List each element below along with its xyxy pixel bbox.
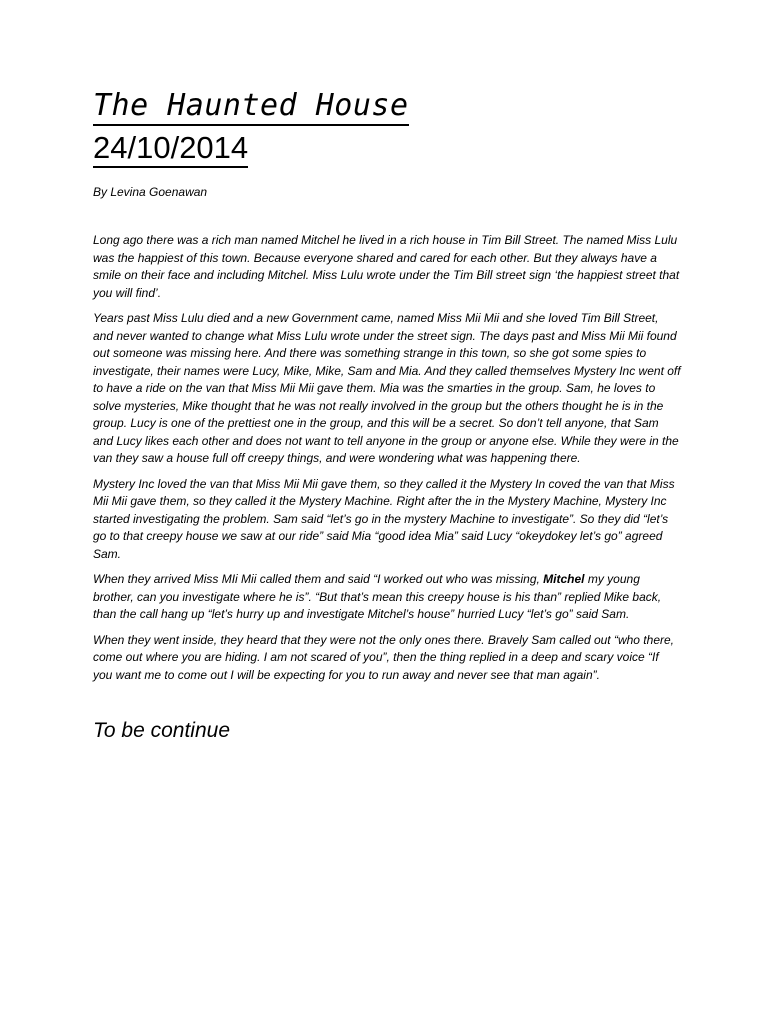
- date-wrapper: [93, 130, 681, 168]
- paragraph-2: Years past Miss Lulu died and a new Government came, named Miss Mii Mii and she loved Tim Bill Street, and never wanted to change what Miss Lulu wrote under the street sign. The days past and Miss Mii Mii found out someone was missing here. And there was something strange in this town, so she got some spies to investigate, their names were Lucy, Mike, Mike, Sam and Mia. And they called themselves Mystery Inc went off to have a ride on the van that Miss Mii Mii gave them. Mia was the smarties in the group. Sam, he loves to solve mysteries, Mike thought that he was not really involved in the group but the others thought he is in the group. Lucy is one of the prettiest one in the group, and this will be a secret. So don’t tell anyone, that Sam and Lucy likes each other and does not want to tell anyone in the group or anyone else. While they were in the van they saw a house full off creepy things, and were wondering what was happening there.: [93, 311, 681, 465]
- bold-name-mitchel: Mitchel: [543, 572, 585, 586]
- paragraph-4: [93, 571, 681, 624]
- document-title: The Haunted House: [93, 88, 409, 126]
- paragraph-4-end: my young brother, can you investigate where he is”. “But that’s mean this creepy house is his than” replied Mike back, than the call hang up “let’s hurry up and investigate Mitchel’s house” hurried Lucy “let’s go” said Sam.: [93, 572, 662, 621]
- story-body: [93, 232, 681, 684]
- paragraph-4-start: When they arrived Miss MIi Mii called them and said “I worked out who was missing,: [93, 572, 544, 586]
- paragraph-1: Long ago there was a rich man named Mitchel he lived in a rich house in Tim Bill Street. The named Miss Lulu was the happiest of this town. Because everyone shared and cared for each other. But they always have a smile on their face and including Mitchel. Miss Lulu wrote under the Tim Bill street sign ‘the happiest street that you will find’.: [93, 233, 680, 300]
- document-page: [93, 88, 681, 744]
- ending-line: To be continue: [93, 719, 231, 742]
- paragraph-5: When they went inside, they heard that they were not the only ones there. Bravely Sam called out “who there, come out where you are hiding. I am not scared of you”, then the thing replied in a deep and scary voice “If you want me to come out I will be expecting for you to run away and never see that man again”.: [93, 632, 674, 682]
- paragraph-3: Mystery Inc loved the van that Miss Mii Mii gave them, so they called it the Mystery In coved the van that Miss Mii Mii gave them, so they called it the Mystery Machine. Right after the in the Mystery Machine, Mystery Inc started investigating the problem. Sam said “let’s go in the mystery Machine to investigate”. So they did “let’s go to that creepy house we saw at our ride” said Mia “good idea Mia” said Lucy “okeydokey let’s go” agreed Sam.: [93, 476, 675, 561]
- author-line: By Levina Goenawan: [93, 185, 208, 199]
- document-date: 24/10/2014: [93, 130, 248, 168]
